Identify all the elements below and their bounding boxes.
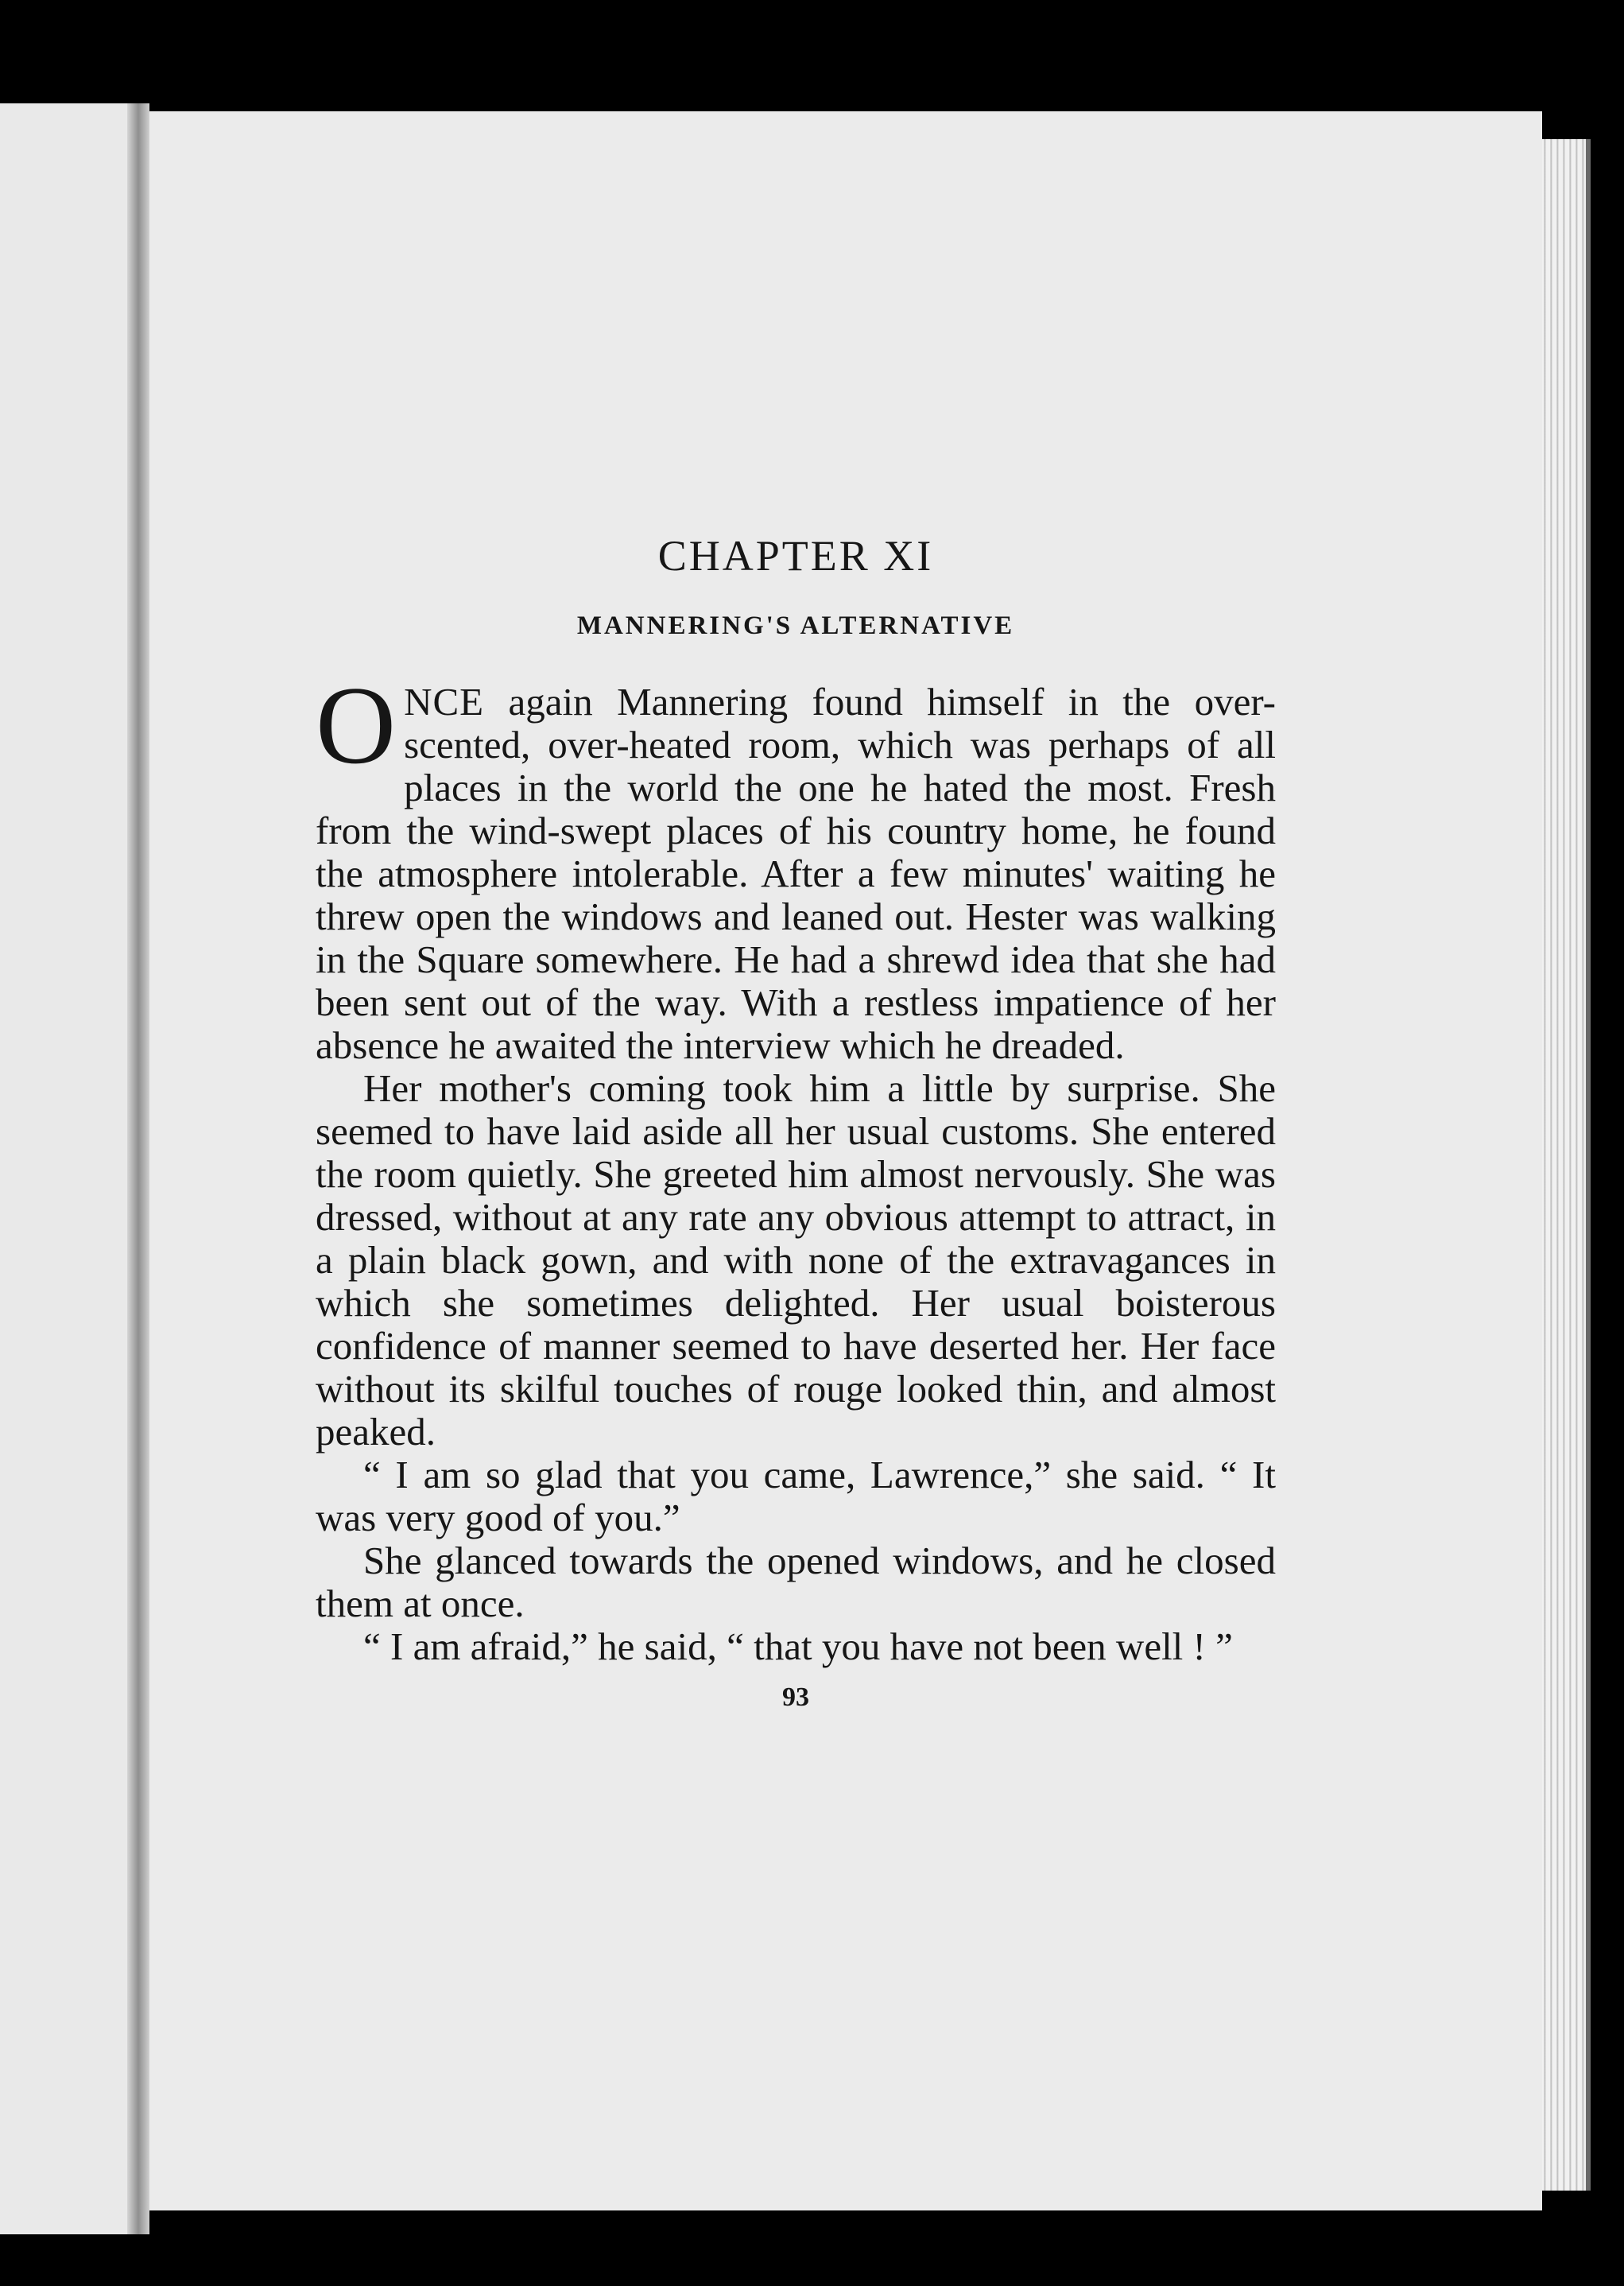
paragraph-5: “ I am afraid,” he said, “ that you have not been well ! ” bbox=[363, 1624, 1233, 1669]
drop-cap: O bbox=[316, 664, 397, 788]
paragraph-2: Her mother's coming took him a little by surprise. She seemed to have laid aside all her usual customs. She entered the room quietly. She greeted him almost nervously. She was dressed, without at any rate any obvious attempt to attract, in a plain black gown, and with none of the extravagances in which she sometimes delighted. Her usual boisterous confidence of manner seemed to have deserted her. Her face without its skilful touches of rouge looked thin, and almost peaked. bbox=[316, 1066, 1276, 1454]
chapter-subtitle: MANNERING'S ALTERNATIVE bbox=[576, 611, 1015, 641]
chapter-body bbox=[316, 664, 1276, 1669]
paragraph-3: “ I am so glad that you came, Lawrence,” she said. “ It was very good of you.” bbox=[316, 1453, 1276, 1540]
paragraph-1-text: again Mannering found himself in the over-scented, over-heated room, which was perhaps of all places in the world the one he hated the most. Fresh from the wind-swept places of his country home, he found the atmosphere intolerable. After a few minutes' waiting he threw open the windows and leaned out. Hester was walking in the Square somewhere. He had a shrewd idea that she had been sent out of the way. With a restless impatience of her absence he awaited the interview which he dreaded. bbox=[316, 680, 1276, 1068]
book-gutter bbox=[127, 103, 149, 2234]
chapter-title: CHAPTER XI bbox=[657, 532, 934, 580]
paragraph-4: She glanced towards the opened windows, and he closed them at once. bbox=[316, 1539, 1276, 1626]
facing-page-edge bbox=[0, 103, 141, 2234]
lead-in-caps: NCE bbox=[404, 680, 485, 724]
page-text-block bbox=[316, 533, 1276, 1713]
page-number: 93 bbox=[782, 1682, 809, 1713]
paragraph-1 bbox=[316, 664, 1276, 1068]
